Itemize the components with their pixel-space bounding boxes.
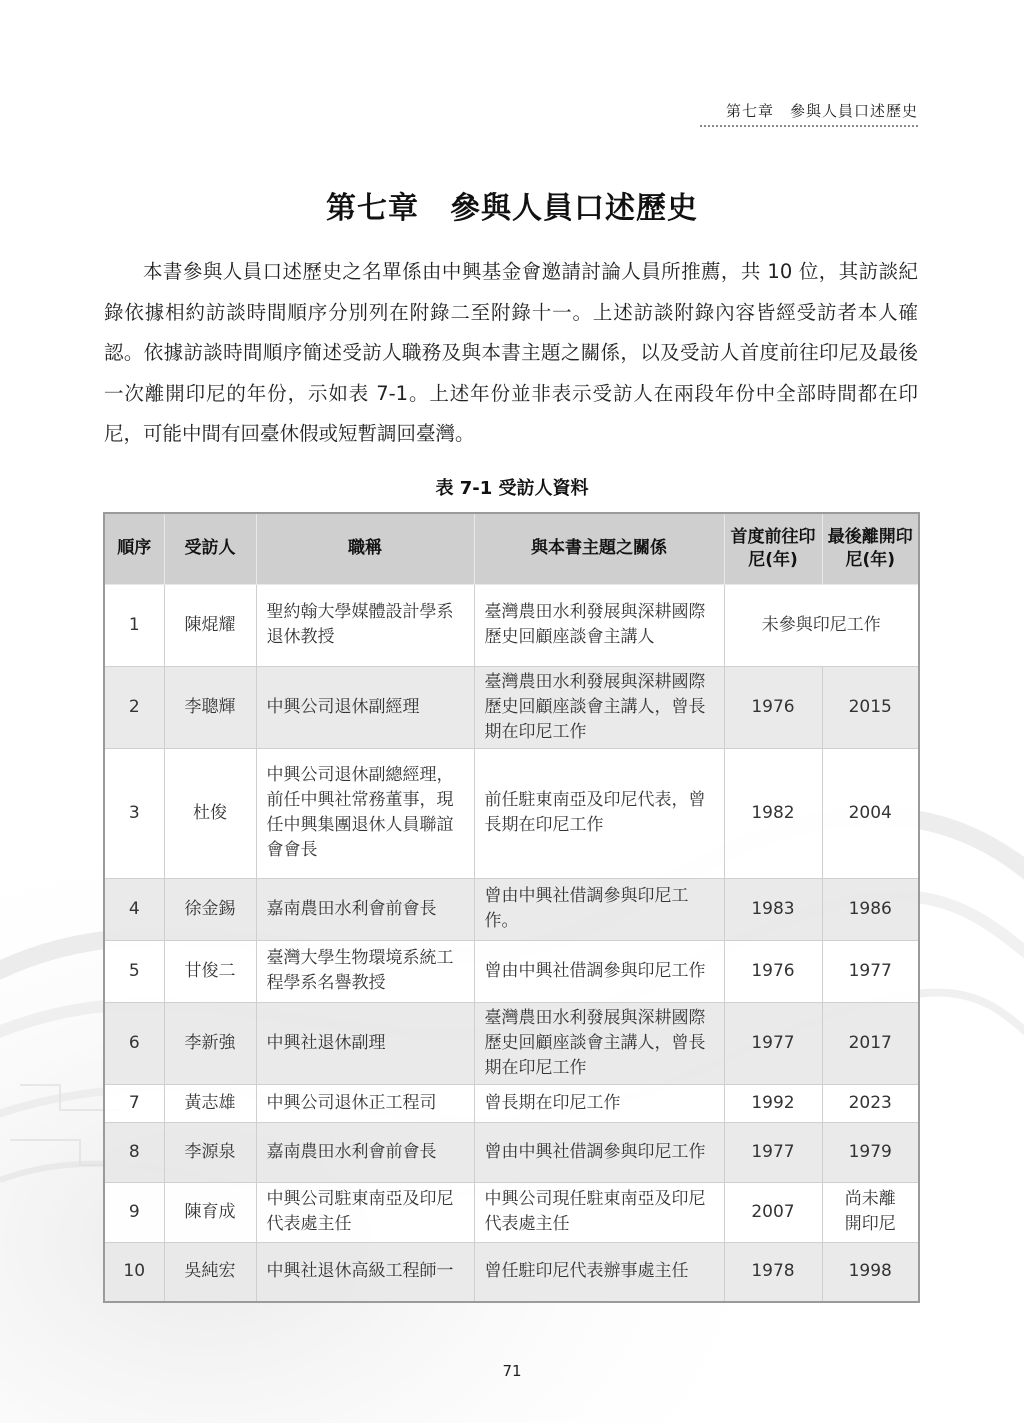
cell-order: 4 — [104, 878, 164, 940]
table-header-row — [104, 513, 919, 584]
cell-order: 3 — [104, 748, 164, 878]
running-header: 第七章 參與人員口述歷史 — [725, 102, 918, 120]
cell-relation: 曾由中興社借調參與印尼工作 — [474, 940, 724, 1002]
cell-order: 2 — [104, 666, 164, 748]
cell-title: 嘉南農田水利會前會長 — [256, 878, 474, 940]
cell-title: 中興公司退休正工程司 — [256, 1084, 474, 1122]
table-row — [104, 584, 919, 666]
cell-order: 7 — [104, 1084, 164, 1122]
cell-name: 陳育成 — [164, 1182, 256, 1242]
cell-name: 黃志雄 — [164, 1084, 256, 1122]
cell-title: 嘉南農田水利會前會長 — [256, 1122, 474, 1182]
table-row — [104, 878, 919, 940]
cell-last-year: 2017 — [822, 1002, 919, 1084]
cell-title: 中興公司退休副總經理，前任中興社常務董事，現任中興集團退休人員聯誼會會長 — [256, 748, 474, 878]
cell-order: 1 — [104, 584, 164, 666]
cell-first-year: 1978 — [724, 1242, 822, 1302]
cell-last-year: 1998 — [822, 1242, 919, 1302]
table-row — [104, 666, 919, 748]
cell-name: 陳焜耀 — [164, 584, 256, 666]
cell-first-year: 1983 — [724, 878, 822, 940]
cell-title: 中興社退休高級工程師一 — [256, 1242, 474, 1302]
cell-order: 10 — [104, 1242, 164, 1302]
intro-paragraph: 本書參與人員口述歷史之名單係由中興基金會邀請討論人員所推薦，共 10 位，其訪談紀錄依據相約訪談時間順序分別列在附錄二至附錄十一。上述訪談附錄內容皆經受訪者本人確認。依據訪談時間順序簡述受訪人職務及與本書主題之關係，以及受訪人首度前往印尼及最後一次離開印尼的年份，示如表 7-1。上述年份並非表示受訪人在兩段年份中全部時間都在印尼，可能中間有回臺休假或短暫調回臺灣。 — [104, 260, 918, 445]
cell-last-year: 1986 — [822, 878, 919, 940]
cell-last-year: 1979 — [822, 1122, 919, 1182]
cell-name: 李聰輝 — [164, 666, 256, 748]
cell-name: 吳純宏 — [164, 1242, 256, 1302]
page-number: 71 — [502, 1362, 522, 1380]
cell-relation: 前任駐東南亞及印尼代表，曾長期在印尼工作 — [474, 748, 724, 878]
cell-order: 5 — [104, 940, 164, 1002]
cell-title: 中興公司駐東南亞及印尼代表處主任 — [256, 1182, 474, 1242]
table-row — [104, 748, 919, 878]
header-title: 職稱 — [256, 513, 474, 584]
cell-first-year: 1976 — [724, 940, 822, 1002]
cell-title: 中興公司退休副經理 — [256, 666, 474, 748]
table-row — [104, 1084, 919, 1122]
cell-first-year: 1977 — [724, 1122, 822, 1182]
cell-last-year: 尚未離開印尼 — [822, 1182, 919, 1242]
cell-years-merged: 未參與印尼工作 — [724, 584, 919, 666]
table-row — [104, 1182, 919, 1242]
cell-title: 中興社退休副理 — [256, 1002, 474, 1084]
table-row — [104, 940, 919, 1002]
header-first-year: 首度前往印尼(年) — [724, 513, 822, 584]
cell-first-year: 1992 — [724, 1084, 822, 1122]
cell-first-year: 1976 — [724, 666, 822, 748]
chapter-title: 第七章 參與人員口述歷史 — [326, 191, 698, 226]
cell-first-year: 2007 — [724, 1182, 822, 1242]
cell-relation: 臺灣農田水利發展與深耕國際歷史回顧座談會主講人，曾長期在印尼工作 — [474, 666, 724, 748]
cell-last-year: 1977 — [822, 940, 919, 1002]
cell-name: 甘俊二 — [164, 940, 256, 1002]
cell-order: 8 — [104, 1122, 164, 1182]
header-last-year: 最後離開印尼(年) — [822, 513, 919, 584]
table-row — [104, 1122, 919, 1182]
cell-relation: 曾由中興社借調參與印尼工作。 — [474, 878, 724, 940]
cell-name: 李源泉 — [164, 1122, 256, 1182]
cell-relation: 曾由中興社借調參與印尼工作 — [474, 1122, 724, 1182]
header-relation: 與本書主題之關係 — [474, 513, 724, 584]
cell-relation: 中興公司現任駐東南亞及印尼代表處主任 — [474, 1182, 724, 1242]
cell-order: 9 — [104, 1182, 164, 1242]
cell-relation: 曾長期在印尼工作 — [474, 1084, 724, 1122]
table-row — [104, 1002, 919, 1084]
table-row — [104, 1242, 919, 1302]
header-order: 順序 — [104, 513, 164, 584]
cell-relation: 曾任駐印尼代表辦事處主任 — [474, 1242, 724, 1302]
cell-name: 李新強 — [164, 1002, 256, 1084]
interviewee-table — [103, 512, 920, 1303]
cell-relation: 臺灣農田水利發展與深耕國際歷史回顧座談會主講人，曾長期在印尼工作 — [474, 1002, 724, 1084]
table-caption: 表 7-1 受訪人資料 — [435, 478, 589, 499]
cell-title: 聖約翰大學媒體設計學系退休教授 — [256, 584, 474, 666]
cell-last-year: 2004 — [822, 748, 919, 878]
cell-name: 杜俊 — [164, 748, 256, 878]
cell-last-year: 2015 — [822, 666, 919, 748]
cell-order: 6 — [104, 1002, 164, 1084]
cell-relation: 臺灣農田水利發展與深耕國際歷史回顧座談會主講人 — [474, 584, 724, 666]
cell-title: 臺灣大學生物環境系統工程學系名譽教授 — [256, 940, 474, 1002]
cell-name: 徐金錫 — [164, 878, 256, 940]
header-interviewee: 受訪人 — [164, 513, 256, 584]
cell-first-year: 1982 — [724, 748, 822, 878]
cell-last-year: 2023 — [822, 1084, 919, 1122]
header-dotted-rule — [700, 125, 918, 127]
cell-first-year: 1977 — [724, 1002, 822, 1084]
